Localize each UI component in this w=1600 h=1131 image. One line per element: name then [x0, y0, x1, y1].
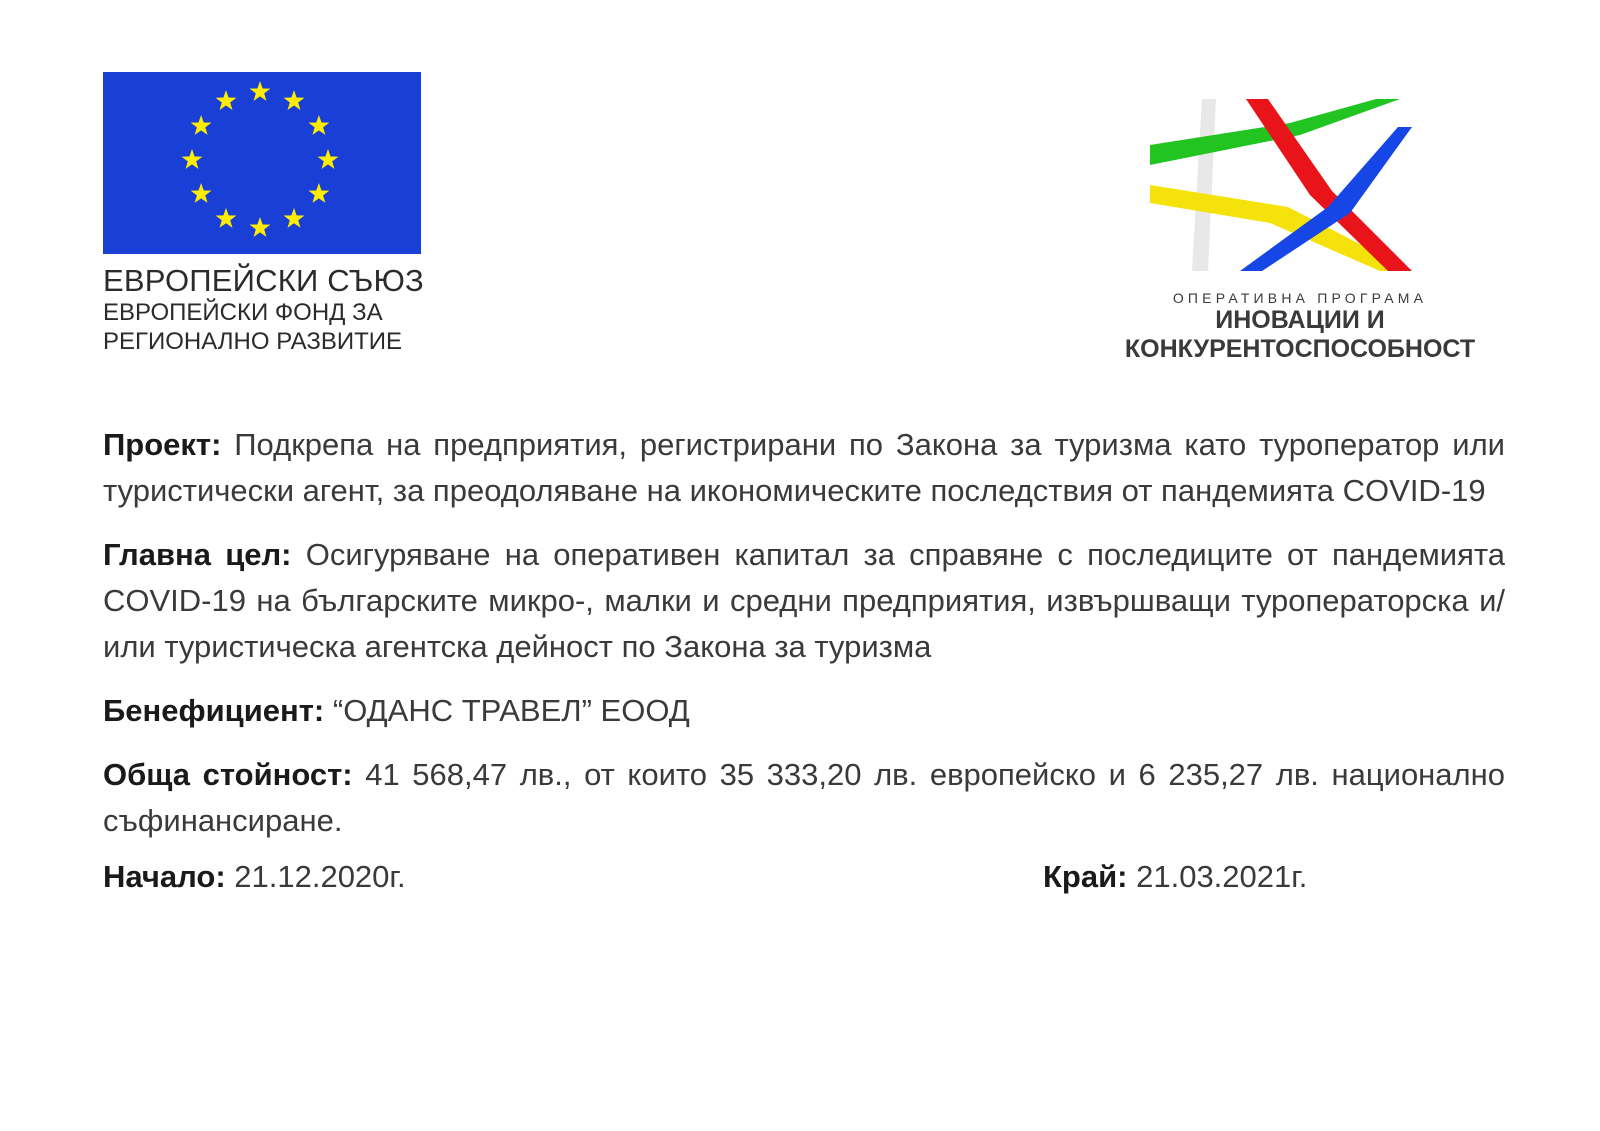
eu-fund-line-1: ЕВРОПЕЙСКИ ФОНД ЗА	[103, 299, 383, 326]
eu-star-icon	[191, 115, 212, 135]
end-date	[1043, 854, 1307, 900]
eu-star-icon	[284, 208, 305, 228]
eu-star-icon	[308, 183, 329, 203]
end-value: 21.03.2021г.	[1136, 859, 1308, 894]
beneficiary-label: Бенефициент:	[103, 693, 325, 728]
project-info	[103, 422, 1505, 900]
project-paragraph	[103, 422, 1505, 514]
op-caption	[1090, 290, 1510, 364]
beneficiary-paragraph	[103, 688, 1505, 734]
eu-star-icon	[250, 81, 271, 101]
project-dates	[103, 854, 1505, 900]
total-label: Обща стойност:	[103, 757, 353, 792]
eu-star-icon	[216, 208, 237, 228]
eu-star-icon	[308, 115, 329, 135]
end-label: Край:	[1043, 859, 1128, 894]
eu-stars-icon	[103, 72, 421, 254]
eu-star-icon	[216, 90, 237, 110]
goal-text: Осигуряване на оперативен капитал за справяне с последиците от пандемията COVID-19 на българските микро-, малки и средни предприятия, извършващи туроператорска и/или туристическа агентска дейност по Закона за туризма	[103, 537, 1505, 664]
start-value: 21.12.2020г.	[234, 859, 406, 894]
total-paragraph	[103, 752, 1505, 844]
total-text: 41 568,47 лв., от които 35 333,20 лв. европейско и 6 235,27 лв. национално съфинансиране.	[103, 757, 1505, 838]
goal-label: Главна цел:	[103, 537, 292, 572]
eu-star-icon	[284, 90, 305, 110]
eu-fund-line-2: РЕГИОНАЛНО РАЗВИТИЕ	[103, 328, 403, 355]
project-text: Подкрепа на предприятия, регистрирани по Закона за туризма като туроператор или туристически агент, за преодоляване на икономическите последствия от пандемията COVID-19	[103, 427, 1505, 508]
eu-title: ЕВРОПЕЙСКИ СЪЮЗ	[103, 263, 424, 298]
eu-star-icon	[250, 217, 271, 237]
project-label: Проект:	[103, 427, 222, 462]
op-title-line-2: КОНКУРЕНТОСПОСОБНОСТ	[1124, 335, 1476, 363]
eu-caption	[103, 264, 424, 356]
start-label: Начало:	[103, 859, 226, 894]
op-subtitle: ОПЕРАТИВНА ПРОГРАМА	[1172, 290, 1428, 306]
ribbon-white	[1192, 99, 1216, 271]
start-date	[103, 854, 406, 900]
eu-star-icon	[318, 149, 339, 169]
eu-star-icon	[191, 183, 212, 203]
beneficiary-text: “ОДАНС ТРАВЕЛ” ЕООД	[332, 693, 690, 728]
op-ribbons-logo-icon	[1150, 95, 1420, 285]
goal-paragraph	[103, 532, 1505, 670]
op-title-line-1: ИНОВАЦИИ И	[1215, 306, 1385, 334]
eu-star-icon	[182, 149, 203, 169]
eu-flag	[103, 72, 421, 254]
